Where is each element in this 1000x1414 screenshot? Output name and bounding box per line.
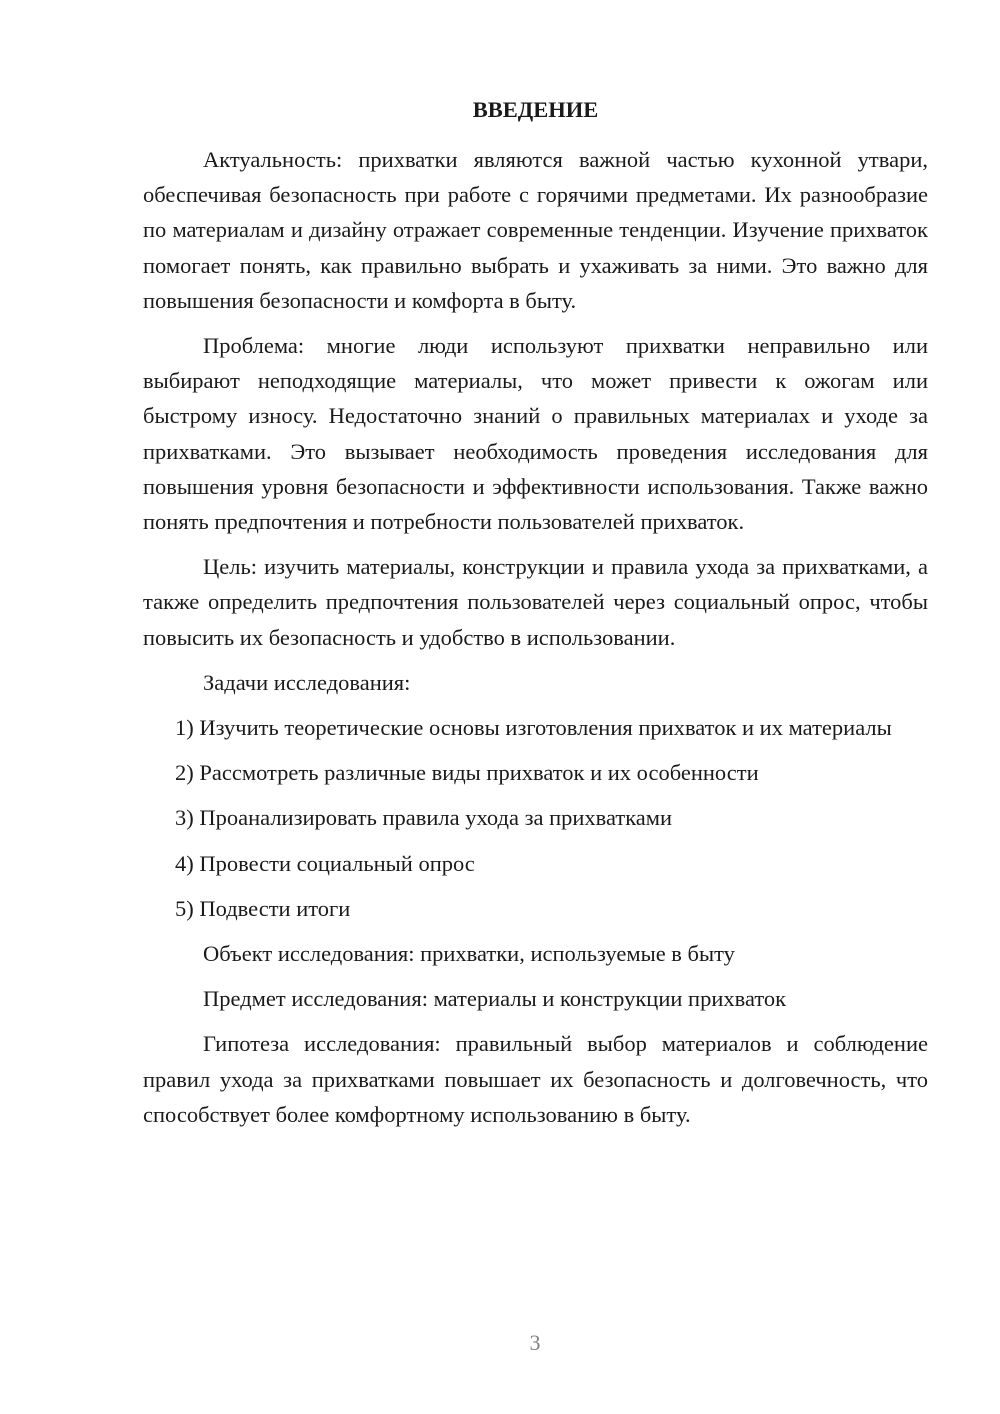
research-object: Объект исследования: прихватки, используемые в быту [203,941,735,967]
task-item-2: 2) Рассмотреть различные виды прихваток и их особенности [175,760,759,786]
task-item-5: 5) Подвести итоги [175,895,351,921]
problem-paragraph: Проблема: многие люди используют прихватки неправильно или выбирают неподходящие материалы, что может привести к ожогам или быстрому износу. Недостаточно знаний о правильных материалах и уходе за прихватками. Это вызывает необходимость проведения исследования для повышения уровня безопасности и эффективности использования. Также важно понять предпочтения и потребности пользователей прихваток. [143,333,928,535]
page-number: 3 [529,1330,541,1355]
task-item-3: 3) Проанализировать правила ухода за прихватками [175,805,673,831]
tasks-heading: Задачи исследования: [203,669,411,695]
research-subject: Предмет исследования: материалы и конструкции прихваток [203,986,787,1012]
task-item-1: 1) Изучить теоретические основы изготовления прихваток и их материалы [175,715,892,741]
goal-paragraph: Цель: изучить материалы, конструкции и правила ухода за прихватками, а также определить предпочтения пользователей через социальный опрос, чтобы повысить их безопасность и удобство в использовании. [143,554,928,650]
task-item-4: 4) Провести социальный опрос [175,850,475,876]
section-title: ВВЕДЕНИЕ [472,97,599,122]
document-page [143,88,928,1142]
hypothesis-paragraph: Гипотеза исследования: правильный выбор материалов и соблюдение правил ухода за прихватками повышает их безопасность и долговечность, что способствует более комфортному использованию в быту. [143,1031,928,1127]
relevance-paragraph: Актуальность: прихватки являются важной частью кухонной утвари, обеспечивая безопасность при работе с горячими предметами. Их разнообразие по материалам и дизайну отражает современные тенденции. Изучение прихваток помогает понять, как правильно выбрать и ухаживать за ними. Это важно для повышения безопасности и комфорта в быту. [143,147,928,313]
